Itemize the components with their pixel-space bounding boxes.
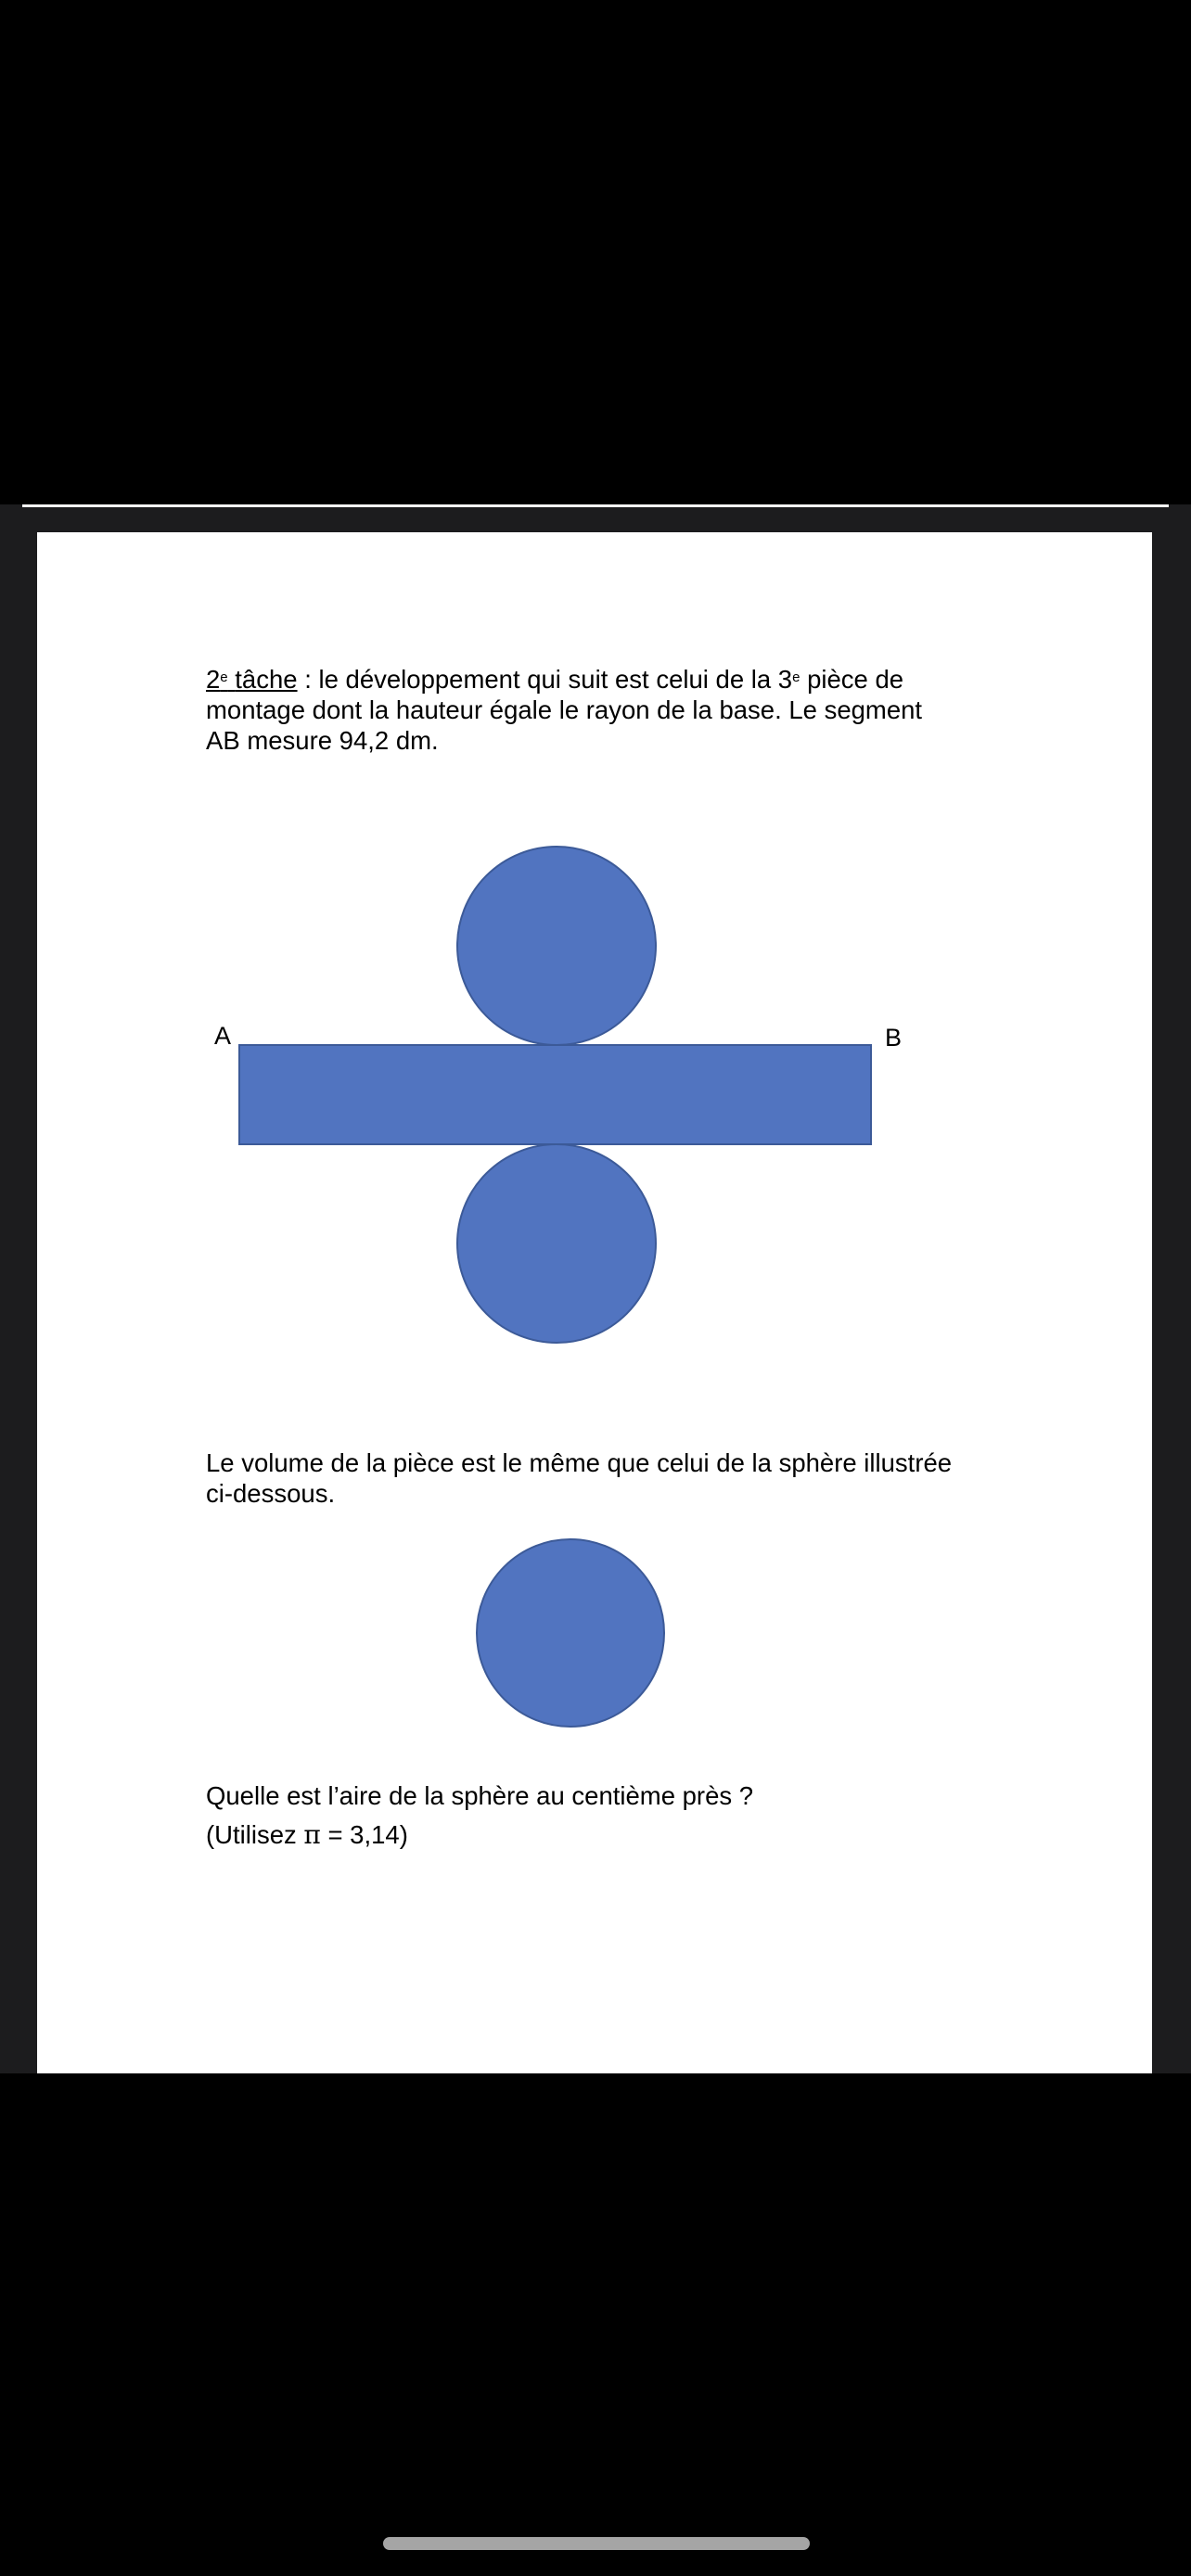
task-intro-part1: : le développement qui suit est celui de la 3 (297, 665, 793, 694)
task-label-number: 2 (206, 665, 221, 694)
volume-line-1: Le volume de la pièce est le même que celui de la sphère illustrée (206, 1448, 953, 1477)
hint-suffix: = 3,14) (320, 1820, 408, 1849)
task-label-sup: e (220, 670, 228, 685)
top-black-area (0, 0, 1191, 504)
volume-line-2: ci-dessous. (206, 1479, 336, 1508)
pi-symbol: π (303, 1819, 321, 1850)
task-label (206, 665, 298, 694)
task-label-word: tâche (235, 665, 298, 694)
viewer-top-divider (22, 504, 1169, 507)
task-line-2: montage dont la hauteur égale le rayon de la base. Le segment (206, 695, 923, 724)
volume-statement (206, 1447, 1004, 1509)
task-statement (206, 664, 1004, 756)
question-text: Quelle est l’aire de la sphère au centième près ? (206, 1781, 754, 1810)
task-intro-part2: pièce de (800, 665, 904, 694)
task-line-3: AB mesure 94,2 dm. (206, 726, 439, 755)
question-hint (206, 1819, 1004, 1850)
hint-prefix: (Utilisez (206, 1820, 304, 1849)
home-indicator[interactable] (383, 2537, 810, 2550)
point-b-label: B (885, 1024, 903, 1052)
task-intro-sup: e (792, 670, 800, 685)
point-a-label: A (214, 1022, 232, 1050)
